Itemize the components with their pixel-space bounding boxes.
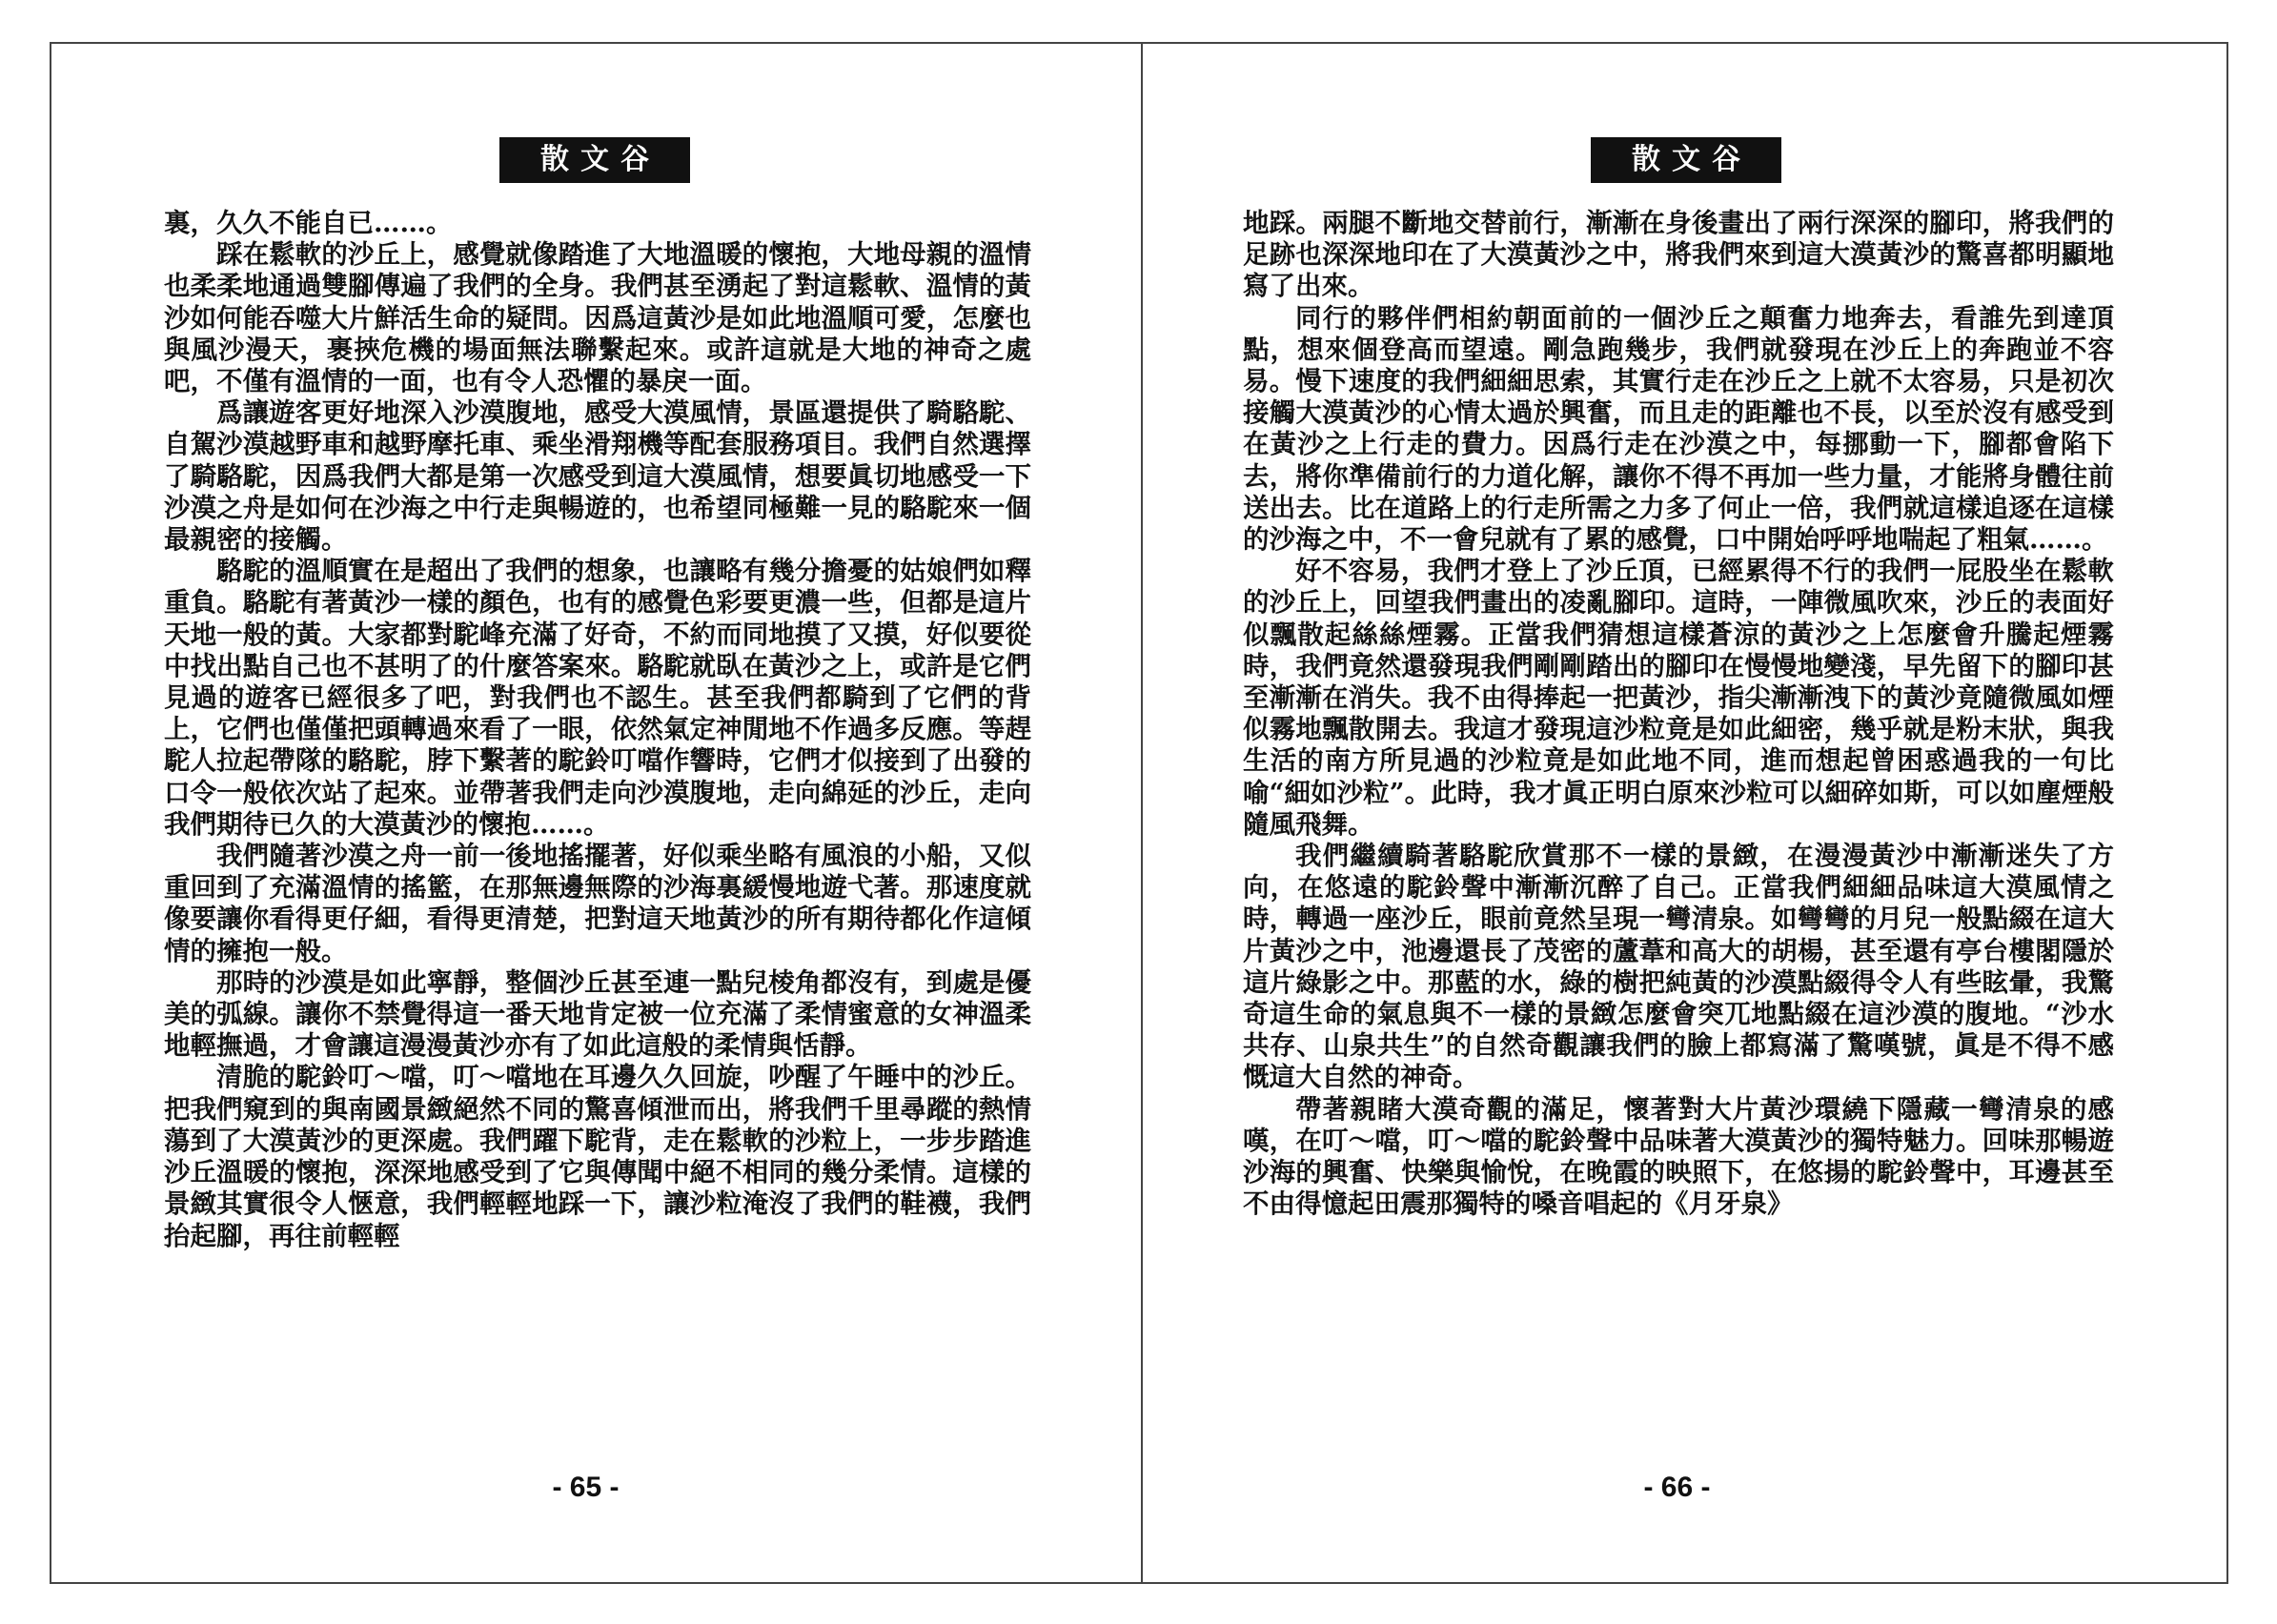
- paragraph: 帶著親睹大漠奇觀的滿足，懷著對大片黃沙環繞下隱藏一彎清泉的感嘆，在叮～噹，叮～噹的駝鈴聲中品味著大漠黃沙的獨特魅力。回味那暢遊沙海的興奮、快樂與愉悅，在晚霞的映照下，在悠揚的駝鈴聲中，耳邊甚至不由得憶起田震那獨特的嗓音唱起的《月牙泉》: [1243, 1093, 2114, 1220]
- paragraph: 踩在鬆軟的沙丘上，感覺就像踏進了大地溫暖的懷抱，大地母親的溫情也柔柔地通過雙腳傳遍了我們的全身。我們甚至湧起了對這鬆軟、溫情的黃沙如何能吞噬大片鮮活生命的疑問。因爲這黃沙是如此地溫順可愛，怎麼也與風沙漫天，裹挾危機的場面無法聯繫起來。或許這就是大地的神奇之處吧，不僅有溫情的一面，也有令人恐懼的暴戾一面。: [164, 239, 1031, 397]
- left-page-body: [164, 208, 1031, 1252]
- left-page-number: - 65 -: [552, 1472, 620, 1503]
- book-spread: [50, 42, 2228, 1584]
- left-page: [51, 44, 1139, 1582]
- paragraph: 裏，久久不能自已……。: [164, 208, 453, 238]
- left-page-header: 散文谷: [499, 137, 690, 183]
- right-page-number: - 66 -: [1643, 1472, 1711, 1503]
- paragraph: 同行的夥伴們相約朝面前的一個沙丘之顛奮力地奔去，看誰先到達頂點，想來個登高而望遠。剛急跑幾步，我們就發現在沙丘上的奔跑並不容易。慢下速度的我們細細思索，其實行走在沙丘之上就不太容易，只是初次接觸大漠黃沙的心情太過於興奮，而且走的距離也不長，以至於沒有感受到在黃沙之上行走的費力。因爲行走在沙漠之中，每挪動一下，腳都會陷下去，將你準備前行的力道化解，讓你不得不再加一些力量，才能將身體往前送出去。比在道路上的行走所需之力多了何止一倍，我們就這樣追逐在這樣的沙海之中，不一會兒就有了累的感覺，口中開始呼呼地喘起了粗氣……。: [1243, 302, 2114, 556]
- paragraph: 那時的沙漠是如此寧靜，整個沙丘甚至連一點兒棱角都沒有，到處是優美的弧線。讓你不禁覺得這一番天地肯定被一位充滿了柔情蜜意的女神溫柔地輕撫過，才會讓這漫漫黃沙亦有了如此這般的柔情與恬靜。: [164, 966, 1031, 1062]
- paragraph: 地踩。兩腿不斷地交替前行，漸漸在身後畫出了兩行深深的腳印，將我們的足跡也深深地印在了大漠黃沙之中，將我們來到這大漠黃沙的驚喜都明顯地寫了出來。: [1243, 208, 2114, 302]
- paragraph: 好不容易，我們才登上了沙丘頂，已經累得不行的我們一屁股坐在鬆軟的沙丘上，回望我們畫出的凌亂腳印。這時，一陣微風吹來，沙丘的表面好似飄散起絲絲煙霧。正當我們猜想這樣蒼涼的黃沙之上怎麼會升騰起煙霧時，我們竟然還發現我們剛剛踏出的腳印在慢慢地變淺，早先留下的腳印甚至漸漸在消失。我不由得捧起一把黃沙，指尖漸漸洩下的黃沙竟隨微風如煙似霧地飄散開去。我這才發現這沙粒竟是如此細密，幾乎就是粉末狀，與我生活的南方所見過的沙粒竟是如此地不同，進而想起曾困惑過我的一句比喻“細如沙粒”。此時，我才眞正明白原來沙粒可以細碎如斯，可以如塵煙般隨風飛舞。: [1243, 556, 2114, 840]
- right-page-body: [1243, 208, 2114, 1221]
- paragraph: 駱駝的溫順實在是超出了我們的想象，也讓略有幾分擔憂的姑娘們如釋重負。駱駝有著黃沙一樣的顏色，也有的感覺色彩要更濃一些，但都是這片天地一般的黃。大家都對駝峰充滿了好奇，不約而同地摸了又摸，好似要從中找出點自己也不甚明了的什麼答案來。駱駝就臥在黃沙之上，或許是它們見過的遊客已經很多了吧，對我們也不認生。甚至我們都騎到了它們的背上，它們也僅僅把頭轉過來看了一眼，依然氣定神閒地不作過多反應。等趕駝人拉起帶隊的駱駝，脖下繫著的駝鈴叮噹作響時，它們才似接到了出發的口令一般依次站了起來。並帶著我們走向沙漠腹地，走向綿延的沙丘，走向我們期待已久的大漠黃沙的懷抱……。: [164, 556, 1031, 840]
- right-page-header: 散文谷: [1591, 137, 1781, 183]
- paragraph: 我們隨著沙漠之舟一前一後地搖擺著，好似乘坐略有風浪的小船，又似重回到了充滿溫情的搖籃，在那無邊無際的沙海裏緩慢地遊弋著。那速度就像要讓你看得更仔細，看得更清楚，把對這天地黃沙的所有期待都化作這傾情的擁抱一般。: [164, 841, 1031, 966]
- paragraph: 我們繼續騎著駱駝欣賞那不一樣的景緻，在漫漫黃沙中漸漸迷失了方向，在悠遠的駝鈴聲中漸漸沉醉了自己。正當我們細細品味這大漠風情之時，轉過一座沙丘，眼前竟然呈現一彎清泉。如彎彎的月兒一般點綴在這大片黃沙之中，池邊還長了茂密的蘆葦和高大的胡楊，甚至還有亭台樓閣隱於這片綠影之中。那藍的水，綠的樹把純黃的沙漠點綴得令人有些眩暈，我驚奇這生命的氣息與不一樣的景緻怎麼會突兀地點綴在這沙漠的腹地。“沙水共存、山泉共生”的自然奇觀讓我們的臉上都寫滿了驚嘆號，眞是不得不感慨這大自然的神奇。: [1243, 841, 2114, 1093]
- paragraph: 爲讓遊客更好地深入沙漠腹地，感受大漠風情，景區還提供了騎駱駝、自駕沙漠越野車和越野摩托車、乘坐滑翔機等配套服務項目。我們自然選擇了騎駱駝，因爲我們大都是第一次感受到這大漠風情，想要眞切地感受一下沙漠之舟是如何在沙海之中行走與暢遊的，也希望同極難一見的駱駝來一個最親密的接觸。: [164, 397, 1031, 556]
- right-page: [1143, 44, 2230, 1582]
- paragraph: 清脆的駝鈴叮～噹，叮～噹地在耳邊久久回旋，吵醒了午睡中的沙丘。把我們窺到的與南國景緻絕然不同的驚喜傾泄而出，將我們千里尋蹤的熱情蕩到了大漠黃沙的更深處。我們躍下駝背，走在鬆軟的沙粒上，一步步踏進沙丘溫暖的懷抱，深深地感受到了它與傳聞中絕不相同的幾分柔情。這樣的景緻其實很令人愜意，我們輕輕地踩一下，讓沙粒淹沒了我們的鞋襪，我們抬起腳，再往前輕輕: [164, 1062, 1031, 1251]
